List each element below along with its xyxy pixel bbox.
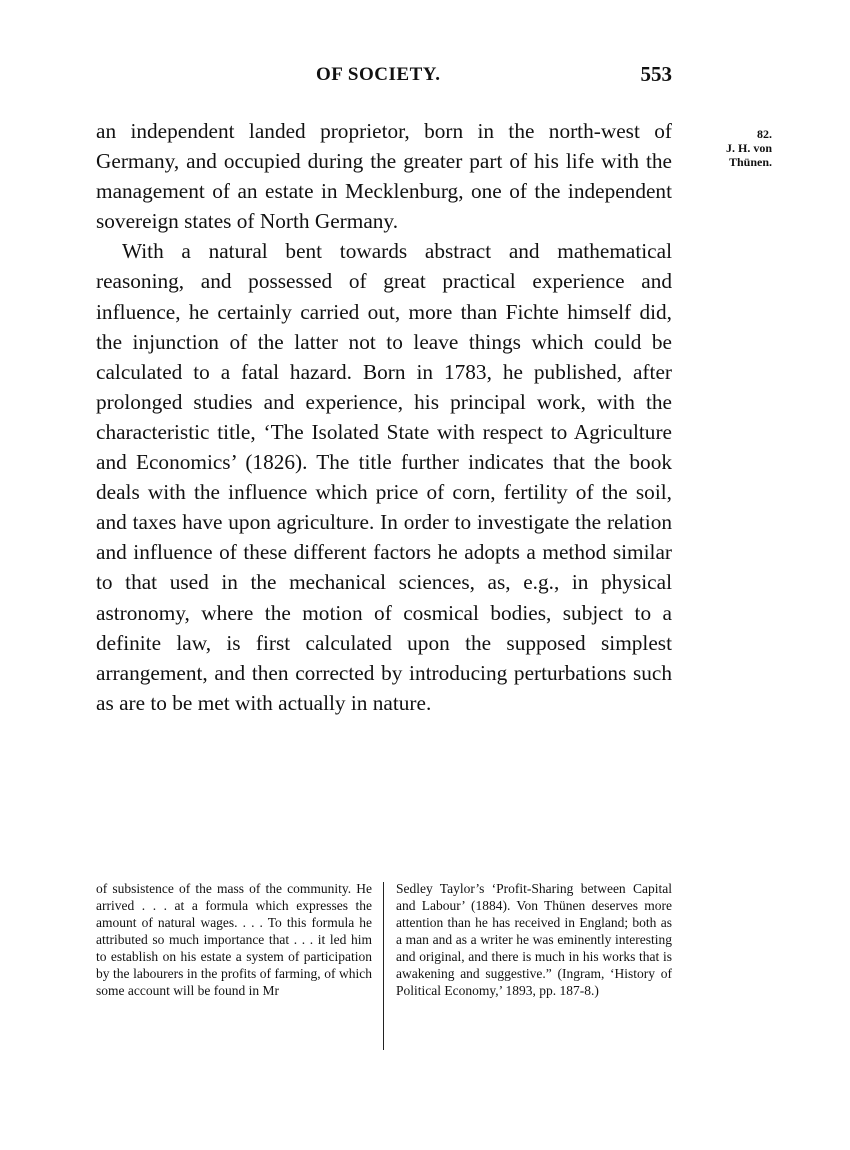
margin-note-name-line2: Thünen. xyxy=(728,155,772,169)
paragraph-1: an independent landed proprietor, born in the north-west of Germany, and occupied during the greater part of his life with the management of an estate in Mecklenburg, one of the independent sovereign states of North Germany. xyxy=(96,119,672,234)
column-divider xyxy=(383,882,384,1050)
footnote-left-column: of subsistence of the mass of the community. He arrived . . . at a formula which expresses the amount of natural wages. . . . To this formula he attributed so much importance that . . . it led him to establish on his estate a system of participation by the labourers in the profits of farming, of which some account will be found in Mr xyxy=(96,881,372,998)
running-head: OF SOCIETY. xyxy=(316,64,441,85)
margin-note xyxy=(676,127,772,169)
margin-note-name-line1: J. H. von xyxy=(725,141,772,155)
paragraph-2: With a natural bent towards abstract and mathematical reasoning, and possessed of great practical experience and influence, he certainly carried out, more than Fichte himself did, the injunction of the latter not to leave things which could be calculated to a fatal hazard. Born in 1783, he published, after prolonged studies and experience, his principal work, with the characteristic title, ‘The Isolated State with respect to Agriculture and Economics’ (1826). The title further indicates that the book deals with the influence which price of corn, fertility of the soil, and taxes have upon agriculture. In order to investigate the relation and influence of these different factors he adopts a method similar to that used in the mechanical sciences, as, e.g., in physical astronomy, where the motion of cosmical bodies, subject to a definite law, is first calculated upon the supposed simplest arrangement, and then corrected by introducing perturbations such as are to be met with actually in nature. xyxy=(96,239,672,715)
main-text xyxy=(96,116,672,718)
footnotes xyxy=(96,880,672,1060)
page-number: 553 xyxy=(640,62,672,86)
page-header xyxy=(96,64,672,92)
margin-note-number: 82. xyxy=(757,127,772,141)
footnote-right-column: Sedley Taylor’s ‘Profit-Sharing between Capital and Labour’ (1884). Von Thünen deserves more attention than he has received in England; both as a man and as a writer he was eminently interesting and original, and there is much in his works that is awakening and suggestive.” (Ingram, ‘History of Political Economy,’ 1893, pp. 187-8.) xyxy=(396,881,672,998)
